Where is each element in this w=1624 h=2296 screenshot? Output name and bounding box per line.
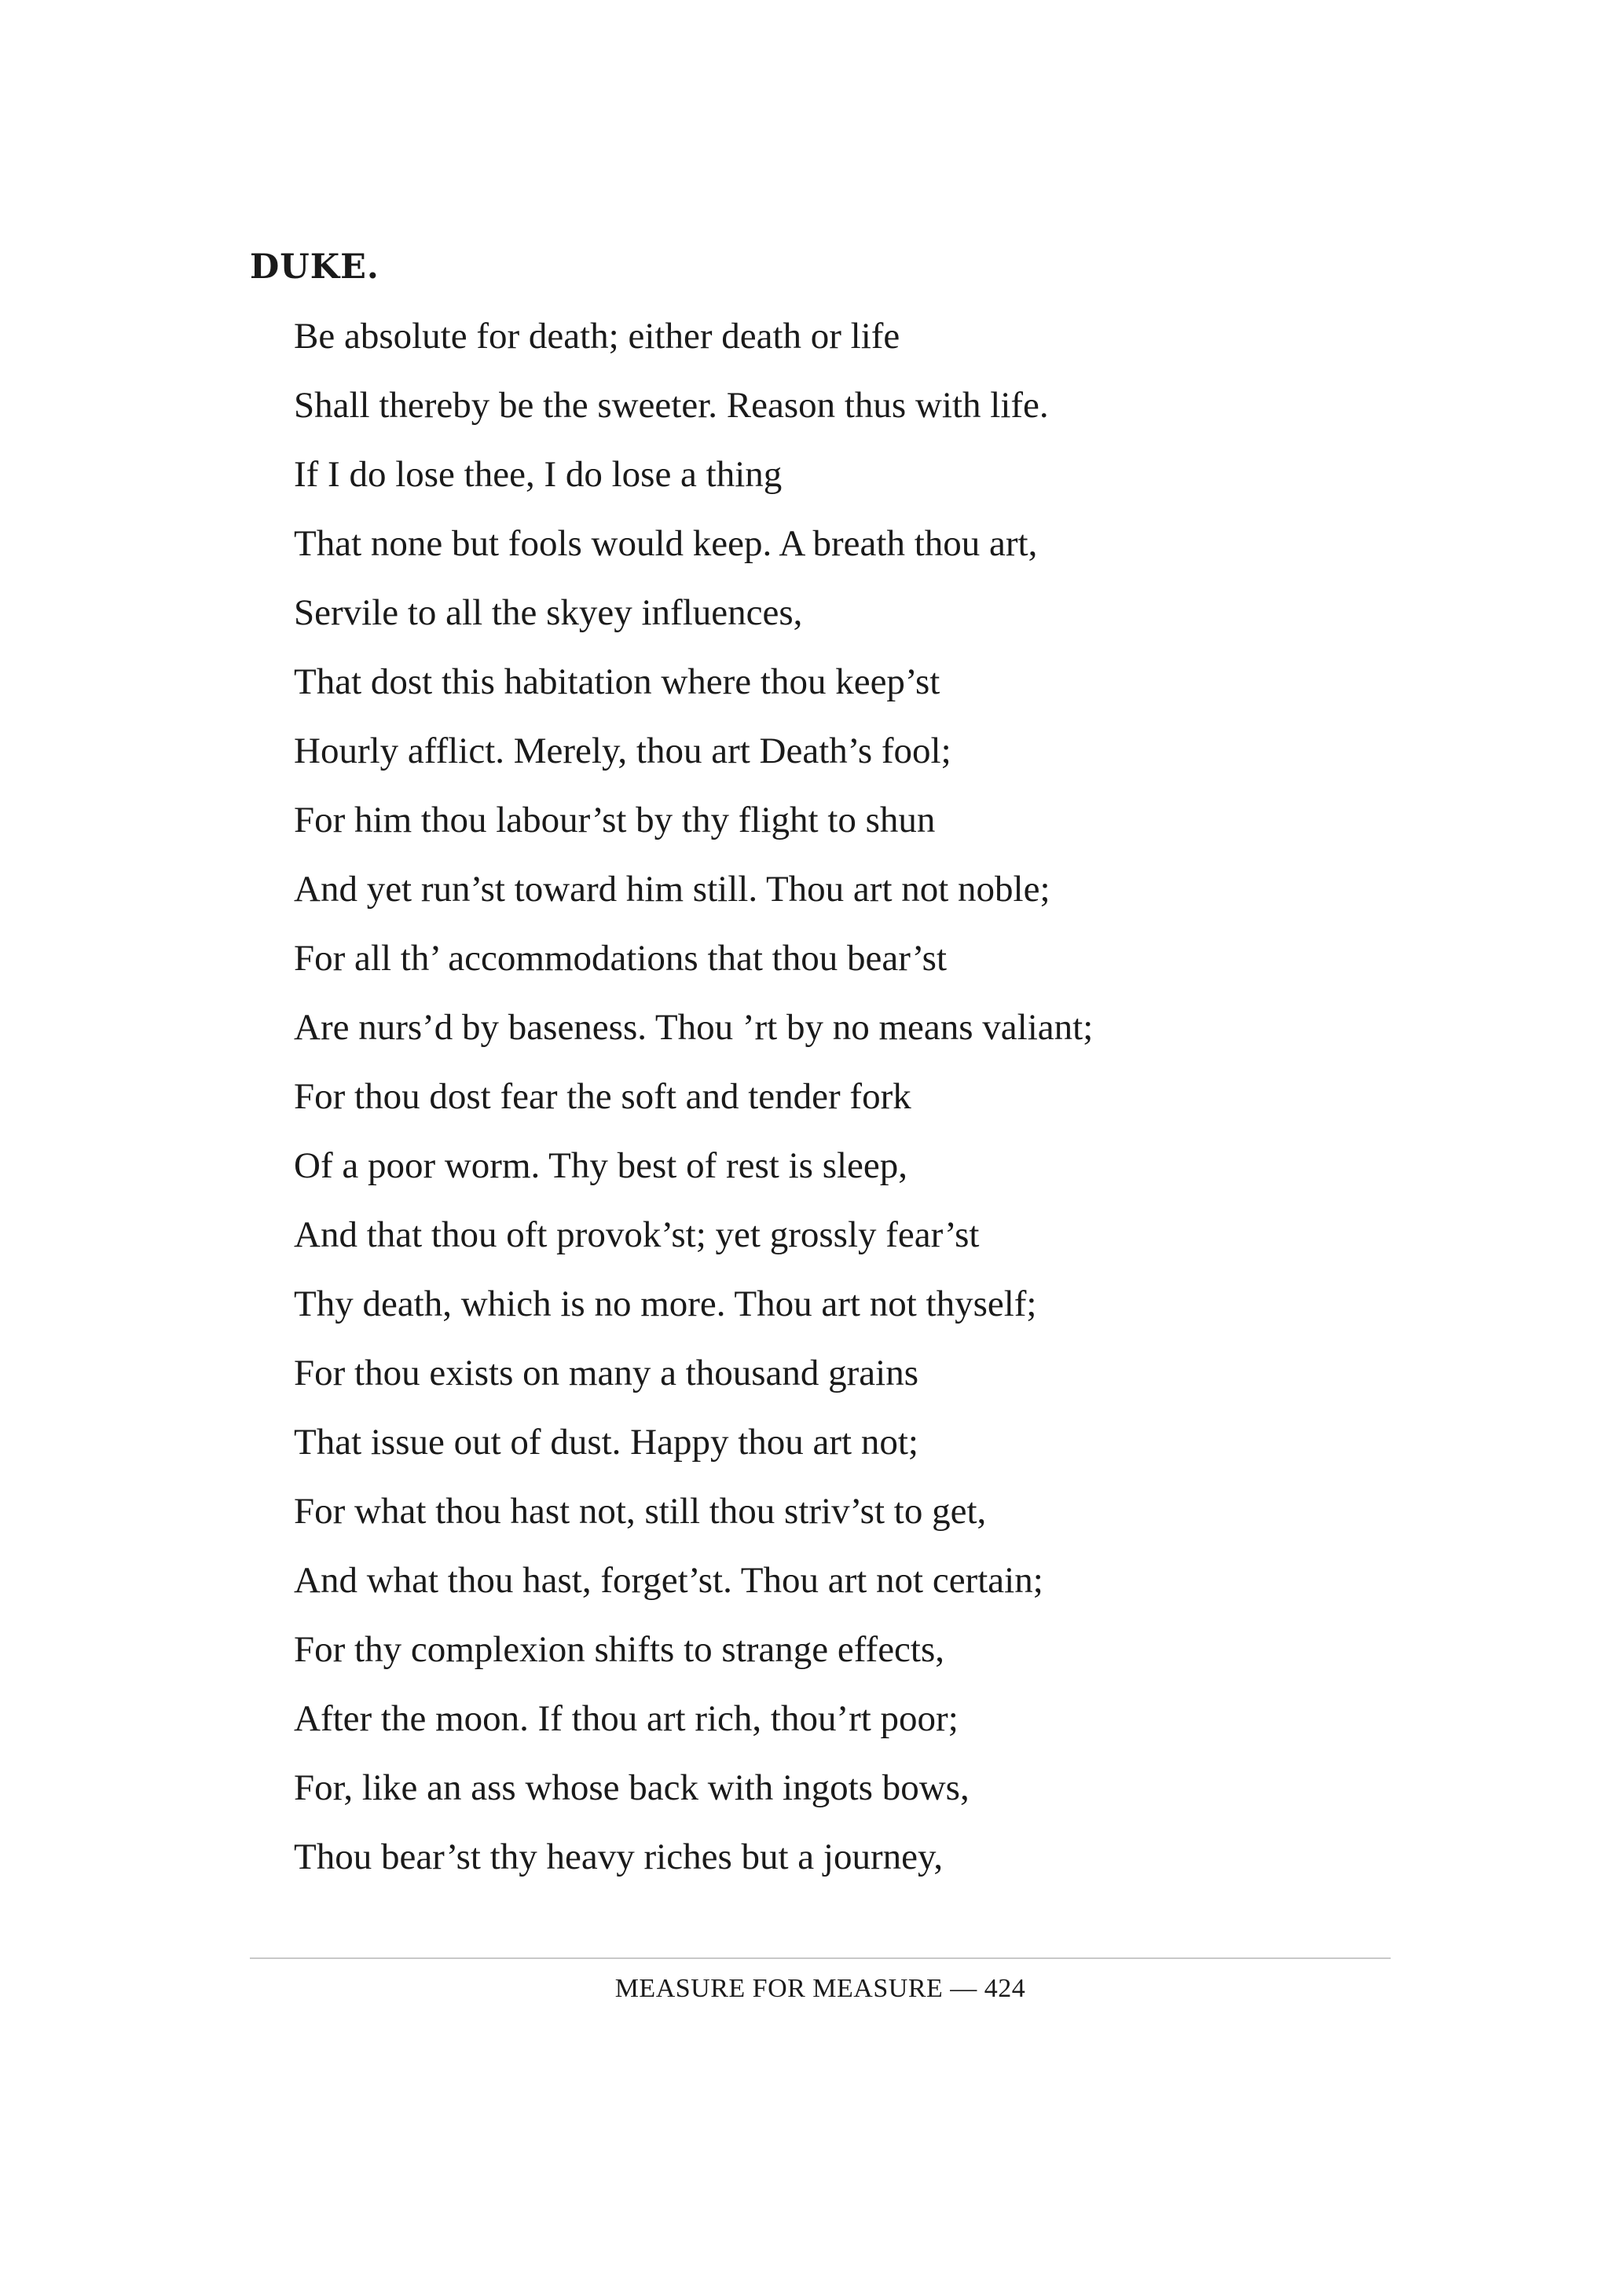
verse-line: That issue out of dust. Happy thou art not; (294, 1422, 918, 1463)
verse-line: For all th’ accommodations that thou bear’st (294, 938, 948, 979)
verse-line: For thou exists on many a thousand grains (294, 1353, 919, 1393)
verse-line: And yet run’st toward him still. Thou art not noble; (294, 869, 1050, 910)
verse-line: If I do lose thee, I do lose a thing (294, 454, 783, 495)
verse-line: Of a poor worm. Thy best of rest is sleep, (294, 1145, 908, 1186)
verse-line: Thou bear’st thy heavy riches but a journey, (294, 1836, 944, 1877)
verse-line: For what thou hast not, still thou striv’st to get, (294, 1491, 987, 1532)
verse-line: And that thou oft provok’st; yet grossly fear’st (294, 1214, 980, 1255)
speaker-name: DUKE. (250, 247, 379, 287)
verse-line: After the moon. If thou art rich, thou’rt poor; (294, 1698, 959, 1739)
verse-line: For, like an ass whose back with ingots bows, (294, 1767, 970, 1808)
verse-line: Shall thereby be the sweeter. Reason thus with life. (294, 385, 1049, 426)
verse-line: For him thou labour’st by thy flight to shun (294, 800, 936, 840)
verse-line: Servile to all the skyey influences, (294, 592, 803, 633)
verse-line: For thou dost fear the soft and tender fork (294, 1076, 911, 1117)
verse-line: Thy death, which is no more. Thou art not thyself; (294, 1283, 1037, 1324)
verse-line: That dost this habitation where thou keep’st (294, 661, 940, 702)
running-footer: MEASURE FOR MEASURE — 424 (614, 1974, 1026, 2003)
verse-line: And what thou hast, forget’st. Thou art not certain; (294, 1560, 1043, 1601)
verse-line: Hourly afflict. Merely, thou art Death’s fool; (294, 731, 951, 771)
verse-line: That none but fools would keep. A breath thou art, (294, 523, 1038, 564)
verse-block (294, 308, 1093, 1898)
verse-line: For thy complexion shifts to strange effects, (294, 1629, 945, 1670)
verse-line: Be absolute for death; either death or life (294, 316, 900, 357)
footer-divider (250, 1957, 1391, 1959)
verse-line: Are nurs’d by baseness. Thou ’rt by no means valiant; (294, 1007, 1094, 1048)
